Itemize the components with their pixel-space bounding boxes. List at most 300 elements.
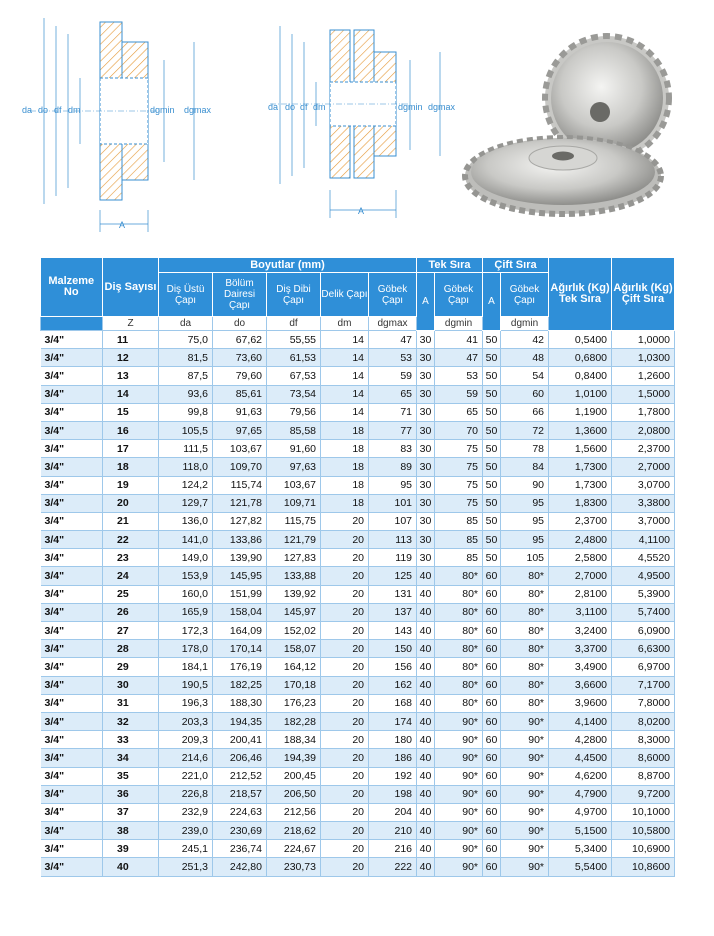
cell-dgmax: 53 — [369, 349, 417, 367]
label-do-2: do — [285, 102, 296, 112]
cell-dgmax: 192 — [369, 767, 417, 785]
cell-do: 151,99 — [213, 585, 267, 603]
cell-dgmin-double: 90 — [501, 476, 549, 494]
cell-dgmin-single: 65 — [435, 403, 483, 421]
cell-da: 129,7 — [159, 494, 213, 512]
cell-df: 85,58 — [267, 421, 321, 439]
unit-do: do — [213, 317, 267, 331]
cell-a-single: 30 — [417, 494, 435, 512]
cell-dgmax: 156 — [369, 658, 417, 676]
cell-da: 203,3 — [159, 712, 213, 730]
cell-da: 196,3 — [159, 694, 213, 712]
cell-a-single: 30 — [417, 331, 435, 349]
cell-weight-single: 3,9600 — [549, 694, 612, 712]
table-row — [41, 803, 675, 821]
cell-dgmin-double: 90* — [501, 822, 549, 840]
cell-a-single: 40 — [417, 567, 435, 585]
cell-teeth: 39 — [103, 840, 159, 858]
cell-dgmax: 168 — [369, 694, 417, 712]
cell-a-single: 40 — [417, 603, 435, 621]
cell-material: 3/4" — [41, 367, 103, 385]
cell-material: 3/4" — [41, 549, 103, 567]
cell-a-single: 30 — [417, 512, 435, 530]
cell-a-single: 30 — [417, 403, 435, 421]
cell-do: 212,52 — [213, 767, 267, 785]
cell-weight-double: 2,7000 — [612, 458, 675, 476]
cell-a-double: 50 — [483, 494, 501, 512]
cell-dgmin-double: 66 — [501, 403, 549, 421]
cell-a-single: 40 — [417, 712, 435, 730]
cell-da: 141,0 — [159, 531, 213, 549]
label-a: A — [119, 220, 126, 230]
cell-dgmin-single: 80* — [435, 640, 483, 658]
cell-dgmax: 143 — [369, 622, 417, 640]
cell-do: 230,69 — [213, 822, 267, 840]
cell-df: 176,23 — [267, 694, 321, 712]
cell-dm: 20 — [321, 512, 369, 530]
cell-do: 139,90 — [213, 549, 267, 567]
cell-weight-double: 6,9700 — [612, 658, 675, 676]
cell-teeth: 24 — [103, 567, 159, 585]
cell-df: 79,56 — [267, 403, 321, 421]
cell-dgmin-single: 70 — [435, 421, 483, 439]
cell-dm: 20 — [321, 822, 369, 840]
cell-a-double: 50 — [483, 531, 501, 549]
cell-material: 3/4" — [41, 785, 103, 803]
cell-weight-single: 0,8400 — [549, 367, 612, 385]
cell-dgmax: 131 — [369, 585, 417, 603]
cell-dgmin-double: 80* — [501, 603, 549, 621]
cell-do: 206,46 — [213, 749, 267, 767]
cell-a-double: 50 — [483, 367, 501, 385]
cell-dgmin-double: 95 — [501, 531, 549, 549]
cell-teeth: 35 — [103, 767, 159, 785]
cell-dgmin-single: 85 — [435, 512, 483, 530]
cell-do: 115,74 — [213, 476, 267, 494]
label-dgmax-2: dgmax — [428, 102, 456, 112]
cell-dgmin-single: 47 — [435, 349, 483, 367]
cell-weight-double: 10,1000 — [612, 803, 675, 821]
table-row — [41, 476, 675, 494]
cell-dgmin-single: 85 — [435, 549, 483, 567]
cell-a-double: 50 — [483, 512, 501, 530]
cell-df: 182,28 — [267, 712, 321, 730]
cell-do: 194,35 — [213, 712, 267, 730]
cell-dgmax: 119 — [369, 549, 417, 567]
cell-teeth: 19 — [103, 476, 159, 494]
cell-df: 218,62 — [267, 822, 321, 840]
table-row — [41, 440, 675, 458]
cell-teeth: 14 — [103, 385, 159, 403]
table-row — [41, 512, 675, 530]
cell-da: 124,2 — [159, 476, 213, 494]
cell-a-single: 40 — [417, 749, 435, 767]
cell-teeth: 40 — [103, 858, 159, 876]
cell-teeth: 33 — [103, 731, 159, 749]
cell-dgmin-double: 42 — [501, 331, 549, 349]
cell-material: 3/4" — [41, 585, 103, 603]
cell-material: 3/4" — [41, 403, 103, 421]
cell-a-single: 30 — [417, 421, 435, 439]
cell-material: 3/4" — [41, 749, 103, 767]
cell-df: 109,71 — [267, 494, 321, 512]
cell-dgmax: 71 — [369, 403, 417, 421]
cell-weight-double: 8,0200 — [612, 712, 675, 730]
cell-dgmax: 174 — [369, 712, 417, 730]
cell-dgmax: 162 — [369, 676, 417, 694]
cell-weight-double: 3,7000 — [612, 512, 675, 530]
label-dm: dm — [68, 105, 81, 115]
cell-dgmin-double: 72 — [501, 421, 549, 439]
cell-dgmin-single: 90* — [435, 803, 483, 821]
header-weight-single: Ağırlık (Kg) Tek Sıra — [549, 258, 612, 331]
label-da-2: da — [268, 102, 279, 112]
unit-blank — [41, 317, 103, 331]
cell-dgmin-single: 90* — [435, 858, 483, 876]
cell-df: 61,53 — [267, 349, 321, 367]
cell-df: 212,56 — [267, 803, 321, 821]
cell-weight-double: 1,7800 — [612, 403, 675, 421]
header-weight-double: Ağırlık (Kg) Çift Sıra — [612, 258, 675, 331]
cell-material: 3/4" — [41, 694, 103, 712]
cell-weight-double: 9,7200 — [612, 785, 675, 803]
cell-dgmax: 150 — [369, 640, 417, 658]
table-row — [41, 458, 675, 476]
cell-dm: 18 — [321, 458, 369, 476]
cell-da: 153,9 — [159, 567, 213, 585]
cell-da: 214,6 — [159, 749, 213, 767]
cell-dgmin-double: 78 — [501, 440, 549, 458]
cell-df: 164,12 — [267, 658, 321, 676]
cell-dgmax: 180 — [369, 731, 417, 749]
cell-dgmin-single: 90* — [435, 840, 483, 858]
cell-material: 3/4" — [41, 531, 103, 549]
unit-dgmin-double: dgmin — [501, 317, 549, 331]
cell-df: 158,07 — [267, 640, 321, 658]
cell-dgmin-single: 85 — [435, 531, 483, 549]
header-dm: Delik Çapı — [321, 273, 369, 317]
label-a-2: A — [358, 206, 365, 216]
sprocket-drawings — [0, 0, 714, 250]
cell-weight-double: 10,8600 — [612, 858, 675, 876]
cell-weight-single: 1,8300 — [549, 494, 612, 512]
unit-z: Z — [103, 317, 159, 331]
cell-da: 251,3 — [159, 858, 213, 876]
cell-material: 3/4" — [41, 712, 103, 730]
cell-dgmax: 65 — [369, 385, 417, 403]
header-dg: Göbek Çapı — [369, 273, 417, 317]
cell-a-double: 60 — [483, 803, 501, 821]
cell-df: 188,34 — [267, 731, 321, 749]
cell-weight-single: 1,7300 — [549, 476, 612, 494]
cell-material: 3/4" — [41, 803, 103, 821]
header-a-single: A — [417, 273, 435, 331]
cell-weight-single: 4,1400 — [549, 712, 612, 730]
cell-teeth: 17 — [103, 440, 159, 458]
header-a-double: A — [483, 273, 501, 331]
cell-da: 209,3 — [159, 731, 213, 749]
cell-a-single: 30 — [417, 440, 435, 458]
cell-da: 105,5 — [159, 421, 213, 439]
cell-dm: 20 — [321, 712, 369, 730]
cell-teeth: 13 — [103, 367, 159, 385]
cell-a-double: 60 — [483, 567, 501, 585]
single-sprocket-drawing — [22, 18, 212, 232]
cell-dgmax: 113 — [369, 531, 417, 549]
table-row — [41, 622, 675, 640]
cell-a-single: 30 — [417, 385, 435, 403]
cell-dm: 20 — [321, 803, 369, 821]
cell-weight-double: 4,9500 — [612, 567, 675, 585]
unit-dgmin-single: dgmin — [435, 317, 483, 331]
label-df: df — [54, 105, 62, 115]
cell-weight-double: 3,3800 — [612, 494, 675, 512]
cell-weight-double: 7,1700 — [612, 676, 675, 694]
cell-dm: 18 — [321, 476, 369, 494]
cell-dgmax: 222 — [369, 858, 417, 876]
cell-da: 75,0 — [159, 331, 213, 349]
cell-a-single: 40 — [417, 785, 435, 803]
cell-material: 3/4" — [41, 385, 103, 403]
cell-df: 103,67 — [267, 476, 321, 494]
cell-weight-double: 8,3000 — [612, 731, 675, 749]
cell-do: 109,70 — [213, 458, 267, 476]
cell-dm: 20 — [321, 731, 369, 749]
cell-a-single: 40 — [417, 658, 435, 676]
cell-weight-single: 3,4900 — [549, 658, 612, 676]
table-row — [41, 822, 675, 840]
cell-do: 91,63 — [213, 403, 267, 421]
cell-dgmin-double: 90* — [501, 712, 549, 730]
cell-a-single: 40 — [417, 585, 435, 603]
cell-material: 3/4" — [41, 676, 103, 694]
cell-dgmin-single: 53 — [435, 367, 483, 385]
table-row — [41, 840, 675, 858]
cell-da: 239,0 — [159, 822, 213, 840]
cell-df: 145,97 — [267, 603, 321, 621]
table-row — [41, 858, 675, 876]
cell-a-single: 30 — [417, 476, 435, 494]
table-row — [41, 603, 675, 621]
table-row — [41, 585, 675, 603]
cell-weight-double: 2,3700 — [612, 440, 675, 458]
cell-material: 3/4" — [41, 622, 103, 640]
cell-da: 232,9 — [159, 803, 213, 821]
cell-teeth: 12 — [103, 349, 159, 367]
cell-dgmin-double: 80* — [501, 676, 549, 694]
cell-dgmin-double: 80* — [501, 622, 549, 640]
cell-weight-double: 8,6000 — [612, 749, 675, 767]
cell-da: 111,5 — [159, 440, 213, 458]
cell-weight-single: 4,2800 — [549, 731, 612, 749]
cell-a-double: 60 — [483, 822, 501, 840]
cell-a-double: 60 — [483, 694, 501, 712]
cell-dgmin-double: 90* — [501, 749, 549, 767]
cell-a-single: 30 — [417, 531, 435, 549]
cell-material: 3/4" — [41, 767, 103, 785]
cell-dgmin-single: 80* — [435, 567, 483, 585]
cell-dgmax: 137 — [369, 603, 417, 621]
cell-df: 200,45 — [267, 767, 321, 785]
cell-dgmin-double: 90* — [501, 767, 549, 785]
cell-dgmin-single: 59 — [435, 385, 483, 403]
cell-dgmin-double: 80* — [501, 658, 549, 676]
cell-weight-double: 4,5520 — [612, 549, 675, 567]
cell-do: 182,25 — [213, 676, 267, 694]
cell-dgmax: 89 — [369, 458, 417, 476]
cell-dm: 20 — [321, 658, 369, 676]
cell-a-single: 40 — [417, 840, 435, 858]
cell-dm: 20 — [321, 785, 369, 803]
cell-weight-single: 4,7900 — [549, 785, 612, 803]
cell-do: 158,04 — [213, 603, 267, 621]
cell-do: 164,09 — [213, 622, 267, 640]
label-df-2: df — [300, 102, 308, 112]
cell-material: 3/4" — [41, 858, 103, 876]
cell-a-double: 60 — [483, 712, 501, 730]
cell-df: 230,73 — [267, 858, 321, 876]
cell-material: 3/4" — [41, 476, 103, 494]
cell-weight-double: 1,5000 — [612, 385, 675, 403]
cell-teeth: 29 — [103, 658, 159, 676]
cell-teeth: 11 — [103, 331, 159, 349]
cell-do: 133,86 — [213, 531, 267, 549]
cell-da: 93,6 — [159, 385, 213, 403]
cell-dgmin-single: 75 — [435, 476, 483, 494]
cell-da: 172,3 — [159, 622, 213, 640]
cell-do: 188,30 — [213, 694, 267, 712]
cell-dm: 14 — [321, 403, 369, 421]
cell-dgmin-double: 80* — [501, 694, 549, 712]
cell-a-single: 30 — [417, 349, 435, 367]
cell-weight-single: 2,7000 — [549, 567, 612, 585]
table-row — [41, 349, 675, 367]
cell-a-double: 60 — [483, 785, 501, 803]
cell-dm: 14 — [321, 385, 369, 403]
cell-a-single: 40 — [417, 822, 435, 840]
cell-dgmin-double: 95 — [501, 512, 549, 530]
cell-weight-single: 1,5600 — [549, 440, 612, 458]
cell-a-double: 60 — [483, 858, 501, 876]
cell-df: 127,83 — [267, 549, 321, 567]
cell-weight-double: 3,0700 — [612, 476, 675, 494]
cell-dgmin-single: 80* — [435, 603, 483, 621]
header-teeth: Diş Sayısı — [103, 258, 159, 317]
table-row — [41, 421, 675, 439]
cell-da: 118,0 — [159, 458, 213, 476]
cell-weight-single: 3,2400 — [549, 622, 612, 640]
table-row — [41, 658, 675, 676]
cell-dgmax: 101 — [369, 494, 417, 512]
cell-do: 79,60 — [213, 367, 267, 385]
cell-da: 221,0 — [159, 767, 213, 785]
cell-da: 190,5 — [159, 676, 213, 694]
cell-do: 73,60 — [213, 349, 267, 367]
table-row — [41, 549, 675, 567]
table-row — [41, 367, 675, 385]
cell-teeth: 30 — [103, 676, 159, 694]
table-row — [41, 567, 675, 585]
cell-dgmax: 83 — [369, 440, 417, 458]
table-row — [41, 731, 675, 749]
cell-weight-single: 5,3400 — [549, 840, 612, 858]
cell-df: 206,50 — [267, 785, 321, 803]
cell-teeth: 25 — [103, 585, 159, 603]
cell-df: 194,39 — [267, 749, 321, 767]
cell-do: 236,74 — [213, 840, 267, 858]
cell-dgmax: 186 — [369, 749, 417, 767]
cell-weight-double: 2,0800 — [612, 421, 675, 439]
cell-weight-single: 3,6600 — [549, 676, 612, 694]
cell-a-double: 50 — [483, 476, 501, 494]
cell-dgmin-double: 80* — [501, 585, 549, 603]
cell-do: 224,63 — [213, 803, 267, 821]
cell-material: 3/4" — [41, 822, 103, 840]
cell-dgmin-double: 95 — [501, 494, 549, 512]
label-da: da — [22, 105, 33, 115]
cell-a-double: 50 — [483, 421, 501, 439]
unit-dgmax: dgmax — [369, 317, 417, 331]
cell-do: 200,41 — [213, 731, 267, 749]
cell-a-single: 40 — [417, 694, 435, 712]
sprocket-photo — [465, 36, 669, 214]
cell-material: 3/4" — [41, 458, 103, 476]
cell-weight-double: 8,8700 — [612, 767, 675, 785]
cell-a-double: 50 — [483, 549, 501, 567]
header-dg-double: Göbek Çapı — [501, 273, 549, 317]
cell-teeth: 16 — [103, 421, 159, 439]
cell-do: 242,80 — [213, 858, 267, 876]
header-material: Malzeme No — [41, 258, 103, 317]
cell-weight-single: 5,5400 — [549, 858, 612, 876]
cell-df: 224,67 — [267, 840, 321, 858]
cell-do: 103,67 — [213, 440, 267, 458]
cell-a-double: 50 — [483, 440, 501, 458]
header-do: Bölüm Dairesi Çapı — [213, 273, 267, 317]
double-sprocket-drawing — [268, 26, 456, 218]
cell-weight-single: 1,1900 — [549, 403, 612, 421]
cell-da: 136,0 — [159, 512, 213, 530]
cell-dgmin-single: 75 — [435, 440, 483, 458]
cell-weight-single: 4,4500 — [549, 749, 612, 767]
cell-weight-double: 5,3900 — [612, 585, 675, 603]
cell-dgmin-double: 54 — [501, 367, 549, 385]
cell-a-double: 50 — [483, 385, 501, 403]
cell-a-single: 40 — [417, 640, 435, 658]
cell-dm: 18 — [321, 421, 369, 439]
cell-a-double: 60 — [483, 603, 501, 621]
cell-dm: 20 — [321, 622, 369, 640]
table-row — [41, 531, 675, 549]
cell-dm: 20 — [321, 767, 369, 785]
cell-dgmin-double: 80* — [501, 640, 549, 658]
cell-weight-double: 1,2600 — [612, 367, 675, 385]
cell-da: 81,5 — [159, 349, 213, 367]
cell-a-single: 40 — [417, 731, 435, 749]
cell-da: 226,8 — [159, 785, 213, 803]
header-dg-single: Göbek Çapı — [435, 273, 483, 317]
cell-teeth: 28 — [103, 640, 159, 658]
cell-material: 3/4" — [41, 494, 103, 512]
cell-dm: 14 — [321, 331, 369, 349]
cell-weight-single: 2,4800 — [549, 531, 612, 549]
cell-do: 176,19 — [213, 658, 267, 676]
table-row — [41, 331, 675, 349]
cell-dgmin-double: 90* — [501, 731, 549, 749]
cell-a-double: 50 — [483, 458, 501, 476]
cell-a-double: 50 — [483, 349, 501, 367]
cell-a-double: 60 — [483, 749, 501, 767]
